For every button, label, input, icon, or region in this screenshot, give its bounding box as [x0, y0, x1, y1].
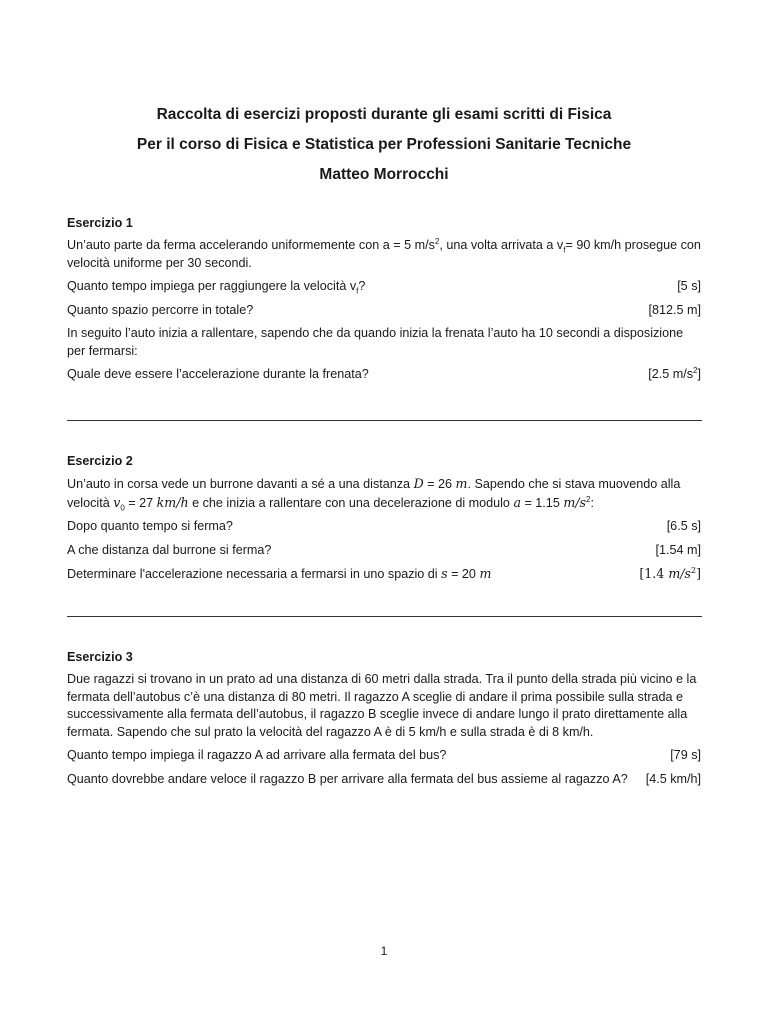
exercise-2-title: Esercizio 2 [67, 454, 133, 468]
exercise-1-question-1: Quanto tempo impiega per raggiungere la velocità $v_f$? [5 s] [67, 279, 701, 296]
exercise-3-title: Esercizio 3 [67, 650, 133, 664]
exercise-1-text-2: In seguito l’auto inizia a rallentare, sapendo che da quando inizia la frenata l’auto ha 10 secondi a disposizione per fermarsi: [67, 326, 684, 358]
exercise-2-answer-2: [1.54 m] [655, 542, 701, 557]
exercise-1-answer-2: [812.5 m] [648, 302, 701, 317]
exercise-3-answer-2: [4.5 km/h] [645, 771, 701, 786]
exercise-3-question-2: Quanto dovrebbe andare veloce il ragazzo B per arrivare alla fermata del bus assieme al ragazzo A? [4.5 km/h] [67, 771, 701, 789]
section-divider [67, 616, 702, 617]
document-header [0, 100, 768, 190]
exercise-2-answer-1: [6.5 s] [666, 519, 701, 533]
document-title: Raccolta di esercizi proposti durante gli esami scritti di Fisica [156, 106, 612, 123]
document-author: Matteo Morrocchi [319, 166, 449, 183]
exercise-2-question-1: Dopo quanto tempo si ferma? [6.5 s] [67, 518, 701, 536]
exercise-1-question-3: Quale deve essere l’accelerazione durante la frenata? [2.5 $m/s^2$] [67, 366, 701, 384]
exercise-1-question-2: Quanto spazio percorre in totale? [812.5 m] [67, 302, 701, 320]
page-number: 1 [380, 944, 388, 958]
exercise-2 [67, 454, 701, 590]
exercise-3-question-1: Quanto tempo impiega il ragazzo A ad arrivare alla fermata del bus? [79 s] [67, 747, 701, 765]
exercise-1-title: Esercizio 1 [67, 216, 133, 230]
exercise-3-text: Due ragazzi si trovano in un prato ad una distanza di 60 metri dalla strada. Tra il punto della strada più vicino e la fermata dell’autobus c’è una distanza di 80 metri. Il ragazzo A sceglie di andare il prima possibile sulla strada e successivamente alla fermata dell’autobus, il ragazzo B sceglie invece di andare lungo il prato direttamente alla fermata. Sapendo che sul prato la velocità del ragazzo A è di 5 km/h e sulla strada è di 8 km/h. [67, 672, 697, 739]
exercise-2-answer-3: [1.4 $m/s^2$] [639, 565, 701, 581]
document-subtitle: Per il corso di Fisica e Statistica per Professioni Sanitarie Tecniche [136, 136, 632, 153]
exercise-2-text: Un’auto in corsa vede un burrone davanti a sé a una distanza D = 26 m. Sapendo che si stava muovendo alla velocità $v_0 = 27$ km/h e che inizia a rallentare con una decelerazione di modulo a = 1.15 $m/s^2$: [67, 476, 681, 513]
exercise-3 [67, 650, 701, 794]
exercise-1-answer-1: [5 s] [677, 279, 701, 293]
exercise-2-question-2: A che distanza dal burrone si ferma? [1.54 m] [67, 542, 701, 560]
exercise-1-answer-3: [2.5 $m/s^2$] [648, 365, 701, 381]
exercise-2-question-3: Determinare l'accelerazione necessaria a fermarsi in uno spazio di s = 20 m [1.4 $m/s^2$] [67, 565, 701, 581]
section-divider [67, 420, 702, 421]
exercise-1 [67, 216, 701, 390]
exercise-1-text: Un’auto parte da ferma accelerando uniformemente con a = 5 $m/s^2$, una volta arrivata a $v_f= 90$ km/h prosegue con velocità uniforme per 30 secondi. [67, 236, 701, 270]
exercise-3-answer-1: [79 s] [670, 748, 701, 762]
